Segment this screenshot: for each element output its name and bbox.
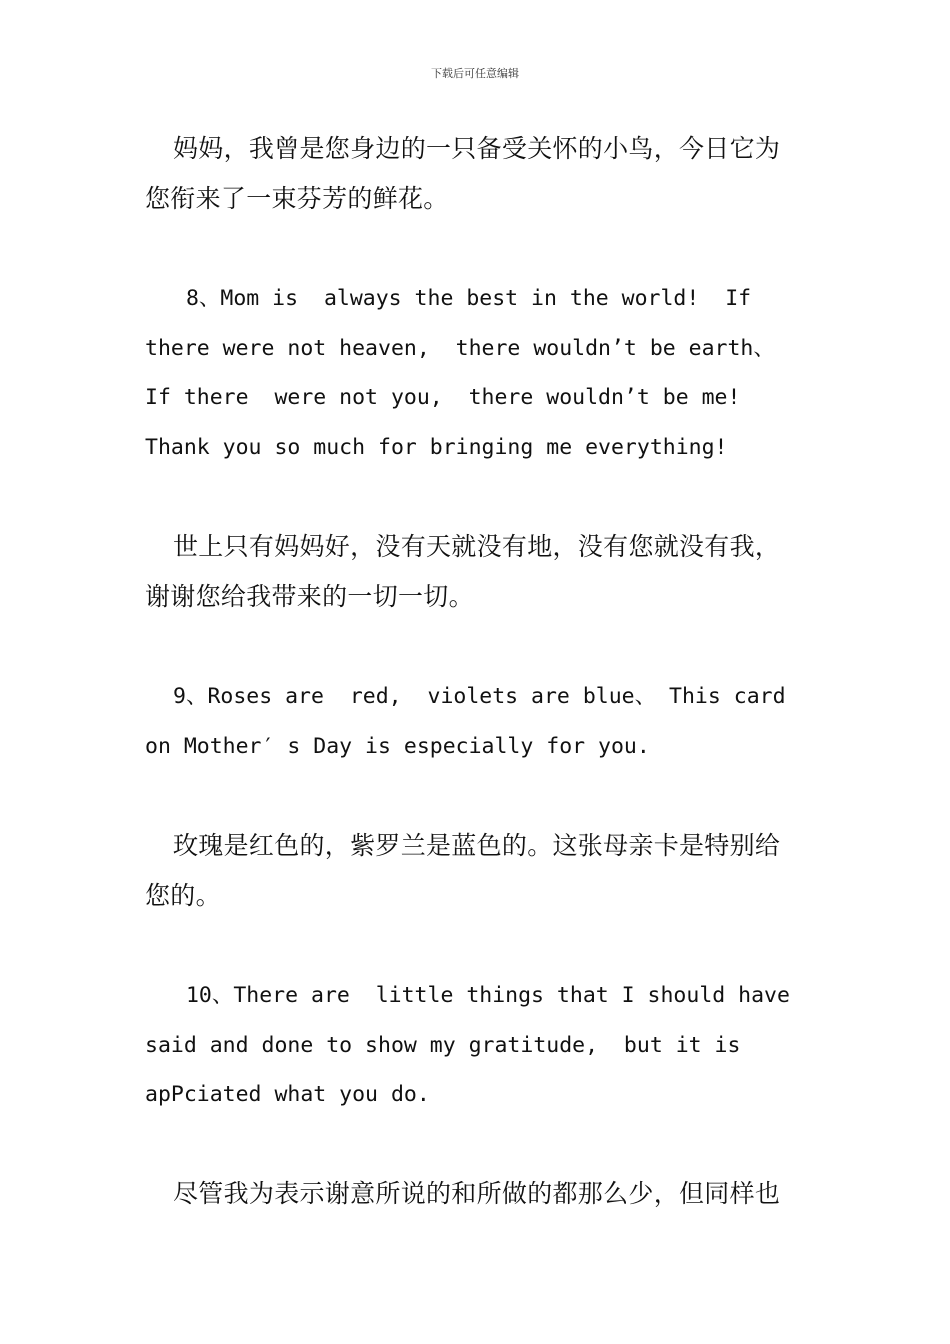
text-line: 您衔来了一束芬芳的鲜花。 [145,184,449,213]
text-line: 9、Roses are red, violets are blue、 This card [173,684,786,709]
text-line: 您的。 [145,881,221,910]
text-line: there were not heaven, there wouldn’t be earth、 [145,336,775,361]
text-line: 8、Mom is always the best in the world! If [173,286,752,311]
text-line: If there were not you, there wouldn’t be me! [145,385,741,410]
text-line: 玫瑰是红色的，紫罗兰是蓝色的。这张母亲卡是特别给 [173,831,781,860]
text-line: Thank you so much for bringing me everything! [145,435,728,460]
text-line: 尽管我为表示谢意所说的和所做的都那么少，但同样也 [173,1179,781,1208]
text-line: said and done to show my gratitude, but it is [145,1033,741,1058]
page-header: 下载后可任意编辑 [431,67,519,80]
text-line: on Mother′ s Day is especially for you. [145,734,650,759]
text-line: 妈妈，我曾是您身边的一只备受关怀的小鸟，今日它为 [173,134,781,163]
text-line: apPciated what you do. [145,1082,430,1107]
text-line: 谢谢您给我带来的一切一切。 [145,582,474,611]
text-line: 10、There are little things that I should have [173,983,790,1008]
text-line: 世上只有妈妈好，没有天就没有地，没有您就没有我， [173,532,781,561]
